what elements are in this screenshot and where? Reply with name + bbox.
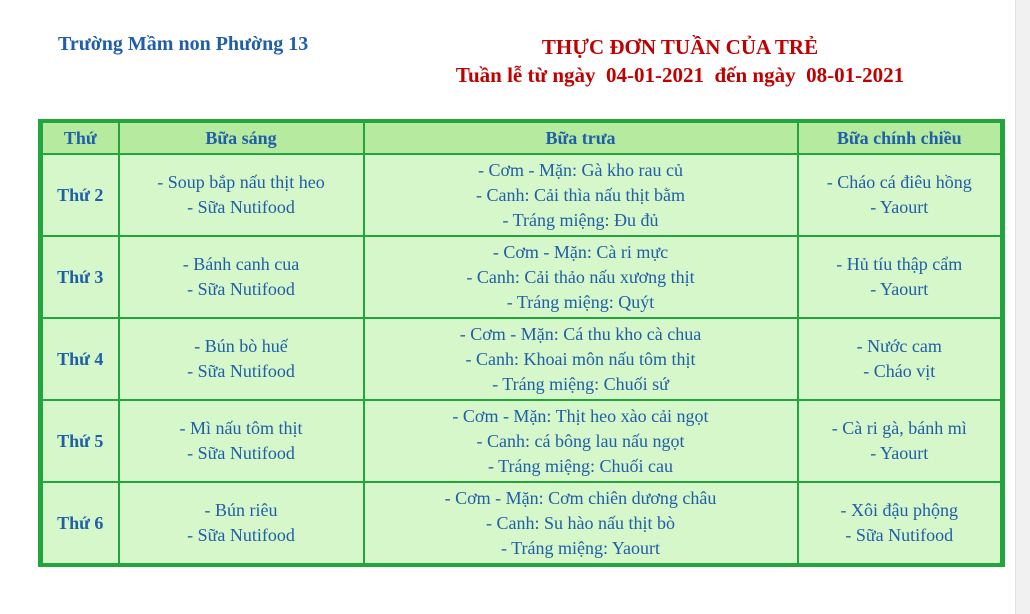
lunch-cell (364, 400, 798, 482)
menu-item: - Cơm - Mặn: Gà kho rau củ (478, 159, 683, 180)
afternoon-cell (798, 154, 1002, 236)
menu-item: - Canh: Khoai môn nấu tôm thịt (465, 348, 696, 369)
menu-item: - Cháo cá điêu hồng (826, 172, 972, 192)
col-header-breakfast: Bữa sáng (119, 122, 364, 154)
menu-item: - Tráng miệng: Chuối sứ (492, 373, 669, 394)
menu-item: - Tráng miệng: Quýt (506, 291, 655, 312)
menu-item: - Bánh canh cua (182, 254, 300, 274)
day-cell: Thứ 4 (42, 318, 119, 400)
table-row (42, 482, 1002, 564)
menu-item: - Cháo vịt (863, 361, 936, 381)
lunch-cell (364, 154, 798, 236)
breakfast-cell (119, 482, 364, 564)
afternoon-cell (798, 236, 1002, 318)
lunch-cell (364, 318, 798, 400)
menu-item: - Canh: Cải thảo nấu xương thịt (466, 266, 695, 287)
menu-item: - Sữa Nutifood (187, 361, 295, 381)
menu-item: - Cơm - Mặn: Cà ri mực (492, 241, 669, 262)
table-header-row (42, 122, 1002, 154)
menu-item: - Cơm - Mặn: Cơm chiên dương châu (444, 487, 717, 508)
col-header-day: Thứ (42, 122, 119, 154)
menu-item: - Soup bắp nấu thịt heo (157, 172, 325, 192)
menu-item: - Mì nấu tôm thịt (179, 418, 303, 438)
breakfast-cell (119, 400, 364, 482)
breakfast-cell (119, 318, 364, 400)
menu-item: - Sữa Nutifood (187, 279, 295, 299)
menu-item: - Canh: Su hào nấu thịt bò (486, 512, 675, 533)
afternoon-cell (798, 482, 1002, 564)
menu-title: THỰC ĐƠN TUẦN CỦA TRẺ (541, 35, 819, 59)
title-block (400, 33, 960, 89)
menu-item: - Tráng miệng: Đu đủ (502, 209, 659, 230)
menu-item: - Yaourt (870, 443, 929, 463)
col-header-afternoon: Bữa chính chiều (798, 122, 1002, 154)
menu-item: - Canh: cá bông lau nấu ngọt (476, 430, 685, 451)
menu-item: - Cơm - Mặn: Cá thu kho cà chua (459, 323, 702, 344)
breakfast-cell (119, 154, 364, 236)
menu-item: - Tráng miệng: Yaourt (500, 537, 661, 558)
col-header-lunch: Bữa trưa (364, 122, 798, 154)
table-row (42, 400, 1002, 482)
afternoon-cell (798, 400, 1002, 482)
lunch-cell (364, 236, 798, 318)
menu-item: - Sữa Nutifood (187, 197, 295, 217)
breakfast-cell (119, 236, 364, 318)
menu-item: - Cà ri gà, bánh mì (831, 418, 967, 438)
table-row (42, 154, 1002, 236)
day-cell: Thứ 3 (42, 236, 119, 318)
school-name: Trường Mầm non Phường 13 (58, 33, 309, 55)
menu-item: - Yaourt (870, 279, 929, 299)
day-cell: Thứ 2 (42, 154, 119, 236)
menu-item: - Sữa Nutifood (845, 525, 954, 545)
menu-item: - Yaourt (870, 197, 929, 217)
scrollbar[interactable] (1015, 0, 1030, 614)
menu-item: - Canh: Cải thìa nấu thịt bằm (476, 184, 685, 205)
afternoon-cell (798, 318, 1002, 400)
menu-item: - Cơm - Mặn: Thịt heo xào cải ngọt (452, 405, 709, 426)
table-body (42, 154, 1002, 564)
table-row (42, 318, 1002, 400)
menu-item: - Sữa Nutifood (187, 443, 295, 463)
table-row (42, 236, 1002, 318)
menu-item: - Bún bò huế (194, 336, 288, 356)
menu-item: - Nước cam (856, 336, 942, 356)
menu-item: - Bún riêu (204, 500, 278, 520)
menu-item: - Xôi đậu phộng (840, 500, 958, 520)
lunch-cell (364, 482, 798, 564)
menu-item: - Sữa Nutifood (187, 525, 295, 545)
day-cell: Thứ 5 (42, 400, 119, 482)
menu-item: - Tráng miệng: Chuối cau (488, 455, 673, 476)
day-cell: Thứ 6 (42, 482, 119, 564)
weekly-menu-table (40, 121, 1003, 565)
week-range: Tuần lễ từ ngày 04-01-2021 đến ngày 08-01-2021 (455, 63, 905, 87)
menu-item: - Hủ tíu thập cẩm (836, 254, 963, 274)
